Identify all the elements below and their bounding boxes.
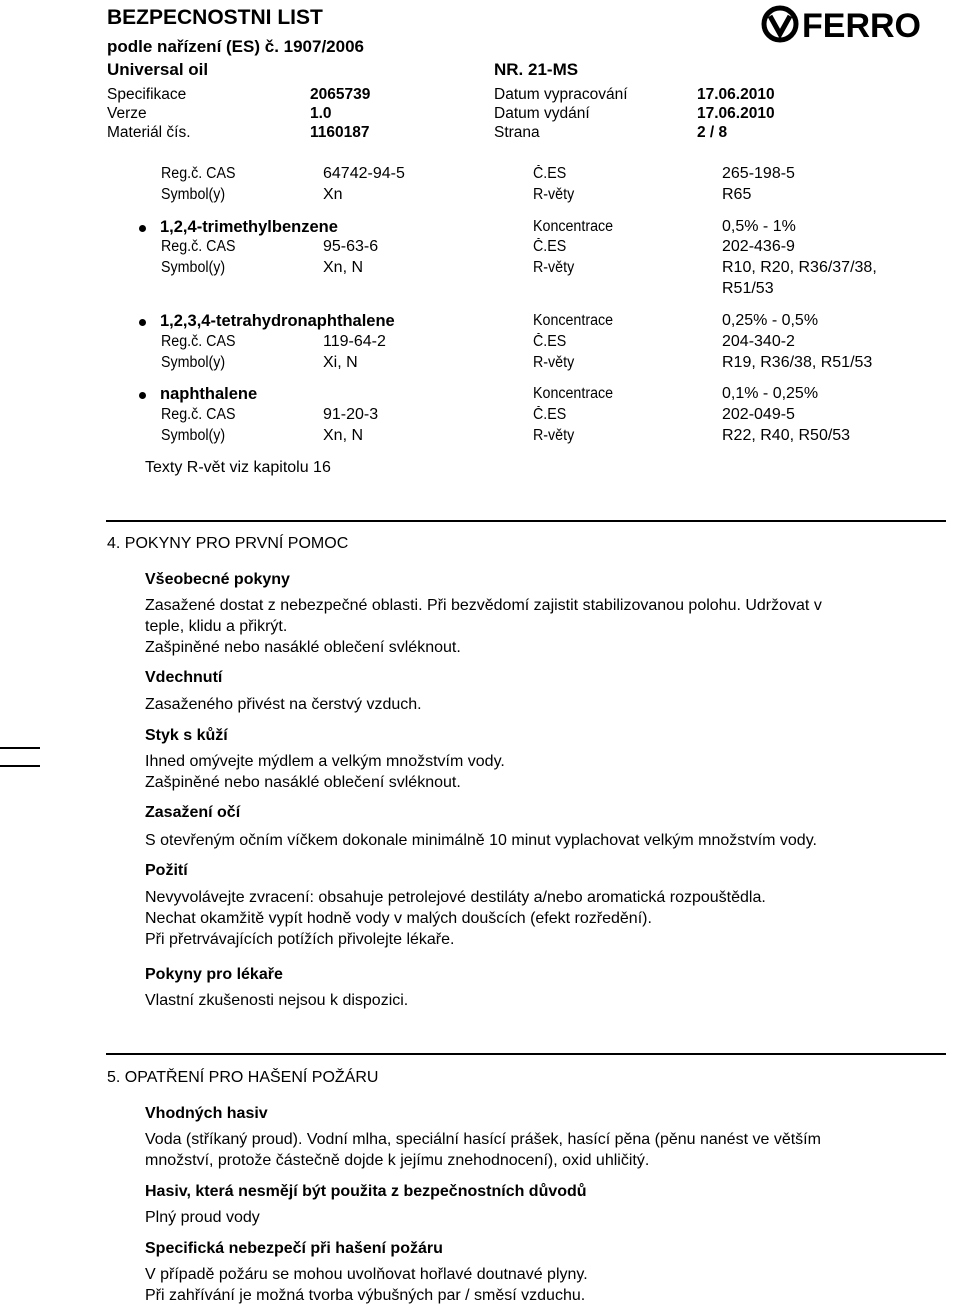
unsuitable-media-heading: Hasiv, která nesmějí být použita z bezpečnostních důvodů [145,1183,587,1200]
skin-contact-text: Ihned omývejte mýdlem a velkým množstvím vody. [145,753,505,770]
specific-hazards-heading: Specifická nebezpečí při hašení požáru [145,1240,443,1257]
section-4-title: 4. POKYNY PRO PRVNÍ POMOC [107,535,349,552]
regulation-subtitle: podle nařízení (ES) č. 1907/2006 [107,37,365,56]
r-phrases-label: R-věty [533,354,575,371]
r-phrases-value: R19, R36/38, R51/53 [722,354,873,371]
general-advice-heading: Všeobecné pokyny [145,571,290,588]
r-phrases-label: R-věty [533,427,575,444]
symbol-label: Symbol(y) [161,354,226,371]
cas-label: Reg.č. CAS [161,238,236,255]
version-value: 1.0 [310,105,332,122]
inhalation-heading: Vdechnutí [145,669,223,686]
cas-label: Reg.č. CAS [161,165,236,182]
ferro-logo [760,4,946,44]
specific-hazards-text: V případě požáru se mohou uvolňovat hořlavé doutnavé plyny. [145,1266,588,1283]
general-advice-text: teple, klidu a přikrýt. [145,618,288,635]
es-label: Č.ES [533,406,567,423]
concentration-label: Koncentrace [533,218,614,235]
symbol-value: Xn, N [323,427,364,444]
eye-contact-heading: Zasažení očí [145,804,241,821]
r-phrases-label: R-věty [533,186,575,203]
cas-value: 95-63-6 [323,238,379,255]
spec-label: Specifikace [107,86,187,103]
cas-label: Reg.č. CAS [161,333,236,350]
doctor-notes-text: Vlastní zkušenosti nejsou k dispozici. [145,992,409,1009]
ingestion-text: Nechat okamžitě vypít hodně vody v malých doušcích (efekt rozředění). [145,910,652,927]
cas-value: 119-64-2 [323,333,386,350]
product-name: Universal oil [107,60,209,79]
symbol-label: Symbol(y) [161,186,226,203]
r-phrases-value: R22, R40, R50/53 [722,427,851,444]
section-divider [106,520,946,522]
es-value: 202-436-9 [722,238,795,255]
version-label: Verze [107,105,147,122]
symbol-value: Xn [323,186,343,203]
revision-mark [0,765,40,767]
r-phrases-value: R65 [722,186,752,203]
component-name: 1,2,4-trimethylbenzene [160,218,338,236]
concentration-label: Koncentrace [533,312,614,329]
page-label: Strana [494,124,540,141]
document-title: BEZPECNOSTNI LIST [107,6,323,29]
symbol-label: Symbol(y) [161,427,226,444]
concentration-value: 0,25% - 0,5% [722,312,819,329]
symbol-value: Xi, N [323,354,358,371]
section-5-title: 5. OPATŘENÍ PRO HAŠENÍ POŽÁRU [107,1069,379,1086]
section-divider [106,1053,946,1055]
cas-label: Reg.č. CAS [161,406,236,423]
es-value: 265-198-5 [722,165,795,182]
es-value: 202-049-5 [722,406,795,423]
component-name: naphthalene [160,385,258,403]
prepared-date-label: Datum vypracování [494,86,628,103]
issue-date-label: Datum vydání [494,105,590,122]
cas-value: 64742-94-5 [323,165,405,182]
skin-contact-heading: Styk s kůží [145,727,228,744]
prepared-date-value: 17.06.2010 [697,86,775,103]
r-phrases-note: Texty R-vět viz kapitolu 16 [145,459,331,476]
symbol-value: Xn, N [323,259,364,276]
spec-value: 2065739 [310,86,371,103]
r-phrases-label: R-věty [533,259,575,276]
ingestion-text: Při přetrvávajících potížích přivolejte lékaře. [145,931,455,948]
suitable-media-text: množství, protože částečně dojde k jejímu znehodnocení), oxid uhličitý. [145,1152,650,1169]
ingestion-heading: Požití [145,862,188,879]
es-label: Č.ES [533,165,567,182]
r-phrases-value-cont: R51/53 [722,280,774,297]
ingestion-text: Nevyvolávejte zvracení: obsahuje petrolejové destiláty a/nebo aromatická rozpouštědla. [145,889,766,906]
bullet-icon [139,225,146,232]
revision-mark [0,747,40,749]
material-number-value: 1160187 [310,124,370,141]
skin-contact-text: Zašpiněné nebo nasáklé oblečení svléknout. [145,774,461,791]
issue-date-value: 17.06.2010 [697,105,775,122]
bullet-icon [139,392,146,399]
general-advice-text: Zašpiněné nebo nasáklé oblečení svléknout. [145,639,461,656]
concentration-label: Koncentrace [533,385,614,402]
general-advice-text: Zasažené dostat z nebezpečné oblasti. Při bezvědomí zajistit stabilizovanou polohu. Udržovat v [145,597,822,614]
symbol-label: Symbol(y) [161,259,226,276]
es-label: Č.ES [533,238,567,255]
cas-value: 91-20-3 [323,406,379,423]
concentration-value: 0,1% - 0,25% [722,385,819,402]
eye-contact-text: S otevřeným očním víčkem dokonale minimálně 10 minut vyplachovat velkým množstvím vody. [145,832,817,849]
bullet-icon [139,319,146,326]
es-label: Č.ES [533,333,567,350]
product-number: NR. 21-MS [494,60,579,79]
component-name: 1,2,3,4-tetrahydronaphthalene [160,312,395,330]
suitable-media-text: Voda (stříkaný proud). Vodní mlha, speciální hasící prášek, hasící pěna (pěnu nanést ve větším [145,1131,821,1148]
es-value: 204-340-2 [722,333,795,350]
suitable-media-heading: Vhodných hasiv [145,1105,268,1122]
inhalation-text: Zasaženého přivést na čerstvý vzduch. [145,696,422,713]
doctor-notes-heading: Pokyny pro lékaře [145,966,283,983]
logo-text: FERRO [802,7,921,44]
page-value: 2 / 8 [697,124,728,141]
material-number-label: Materiál čís. [107,124,191,141]
concentration-value: 0,5% - 1% [722,218,796,235]
unsuitable-media-text: Plný proud vody [145,1209,260,1226]
r-phrases-value: R10, R20, R36/37/38, [722,259,877,276]
specific-hazards-text: Při zahřívání je možná tvorba výbušných par / směsí vzduchu. [145,1287,586,1304]
